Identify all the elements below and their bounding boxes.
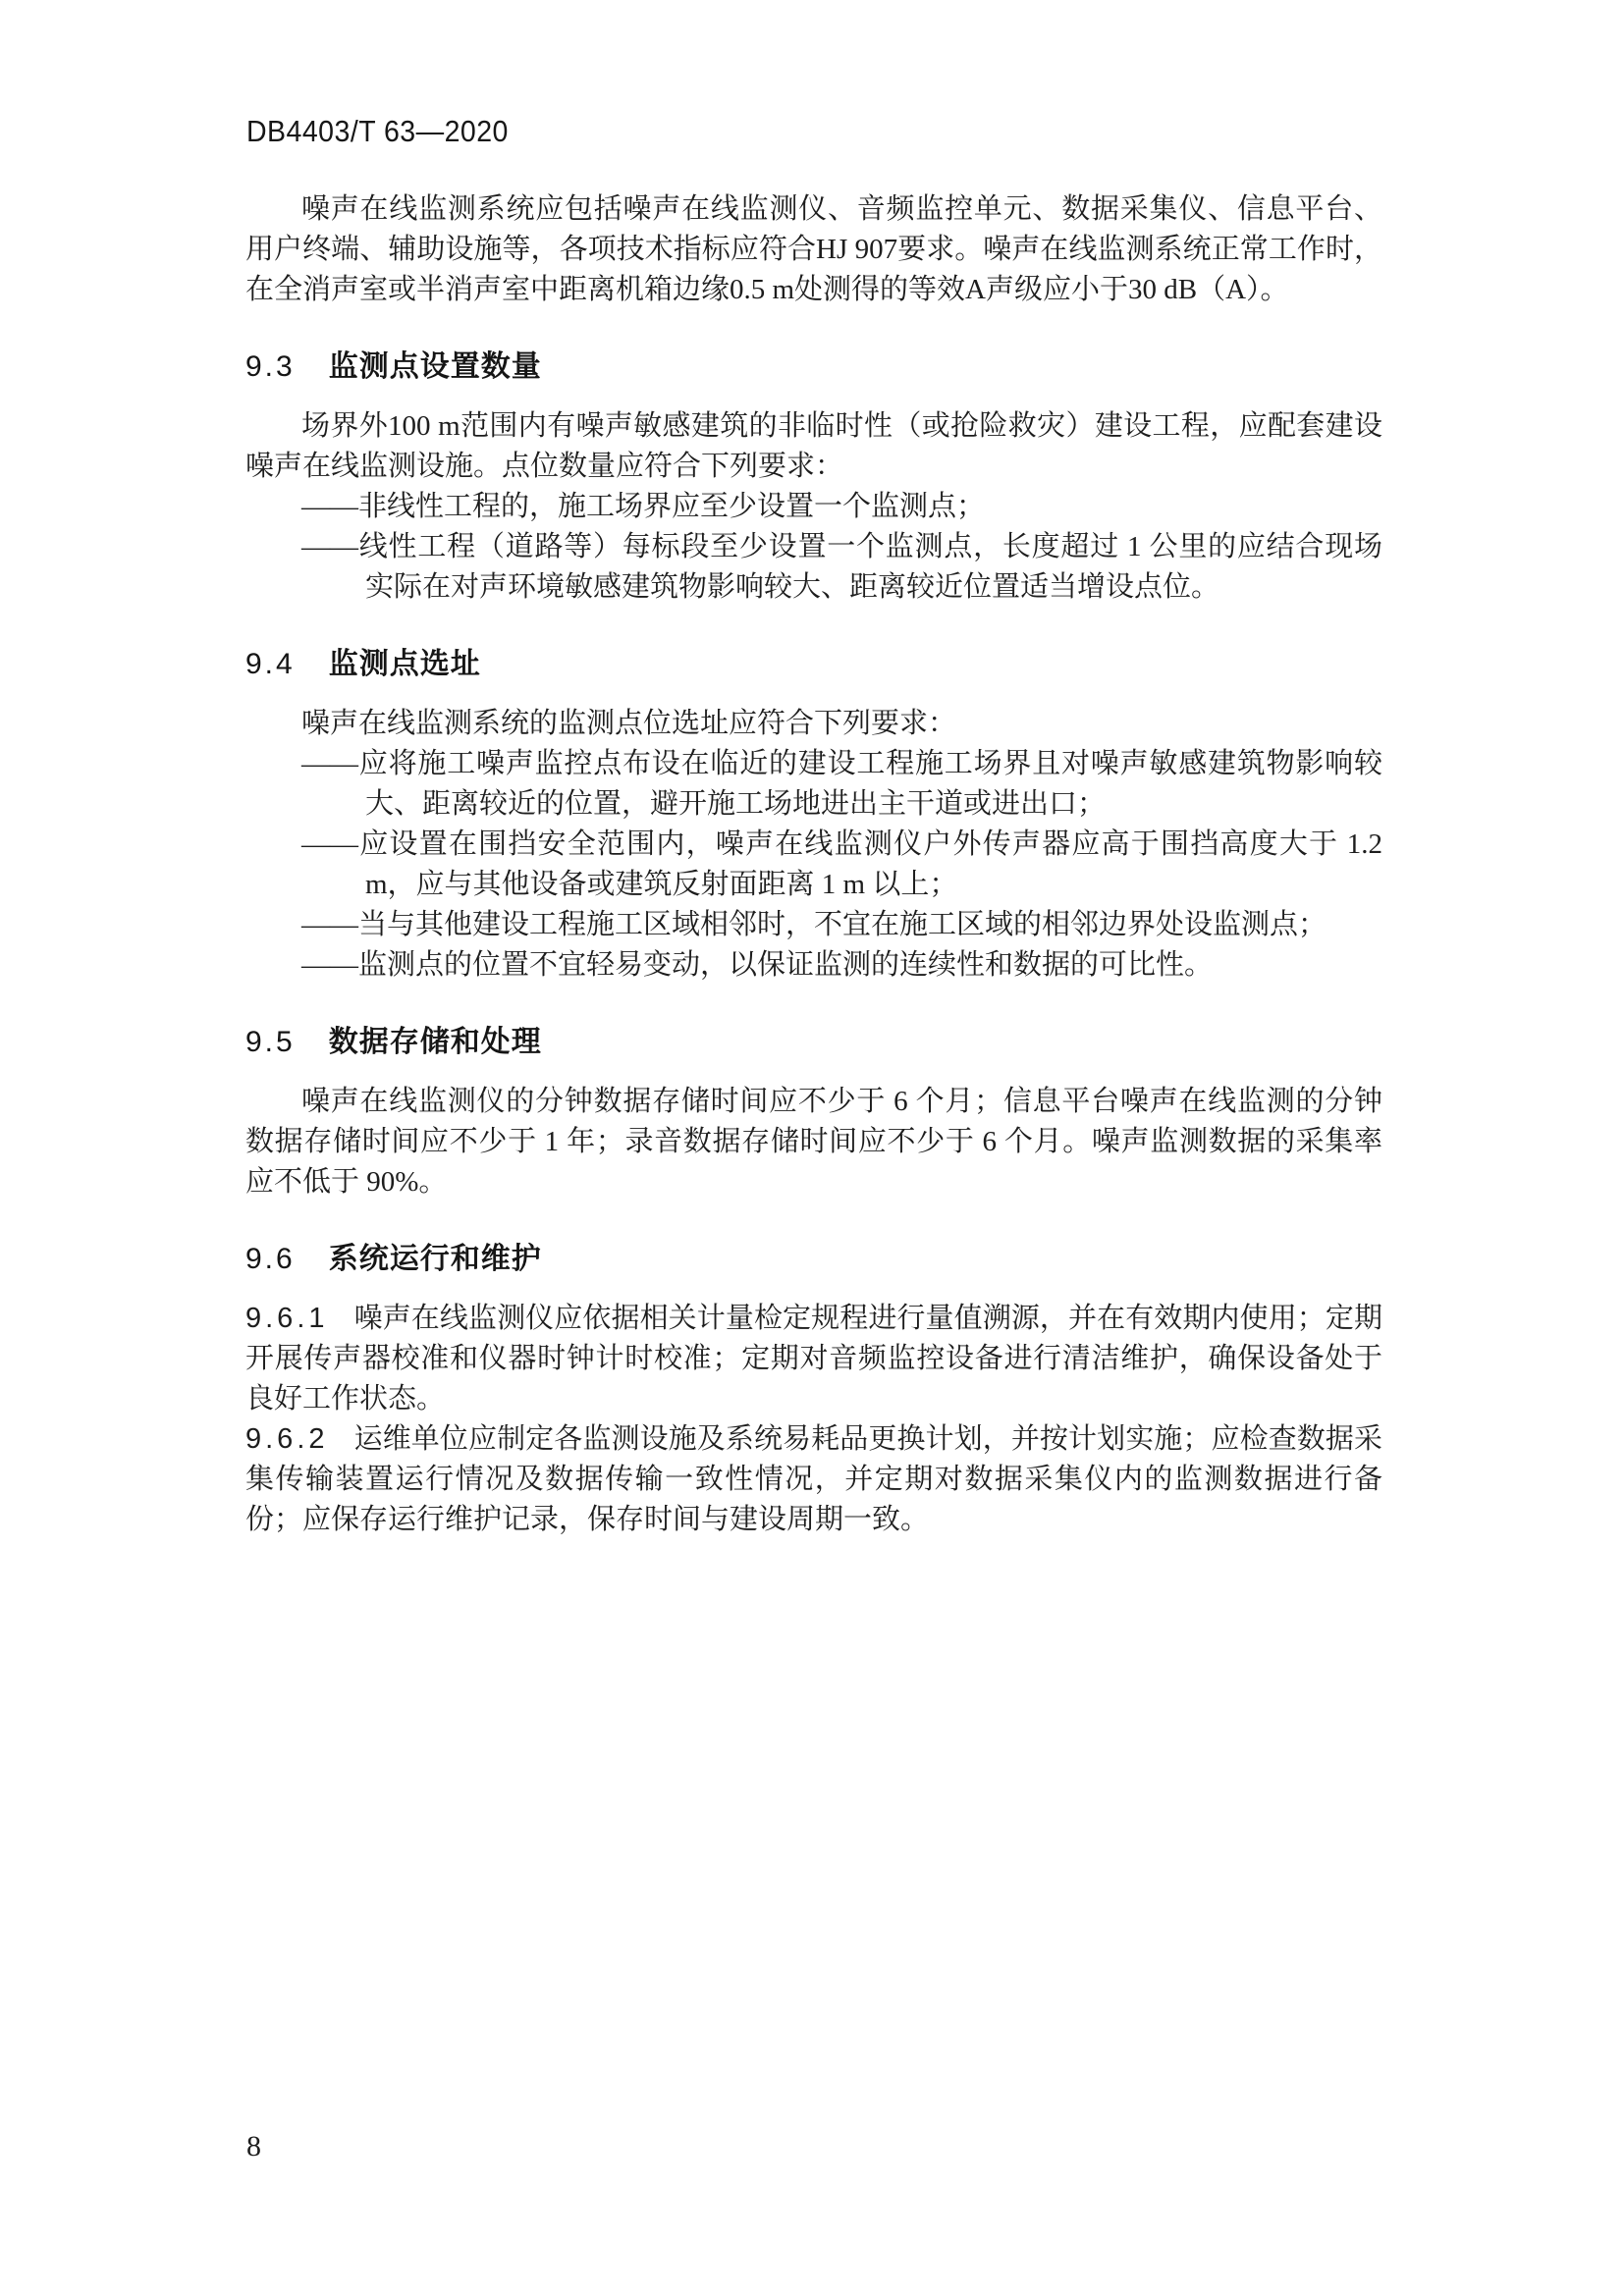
section-number: 9.3	[245, 350, 296, 383]
section-heading-9-4	[245, 643, 1382, 686]
section-title: 数据存储和处理	[328, 1026, 542, 1058]
section-9-4-paragraph: 噪声在线监测系统的监测点位选址应符合下列要求：	[301, 708, 957, 739]
list-item: ——非线性工程的，施工场界应至少设置一个监测点；	[301, 491, 986, 522]
section-9-5-paragraph: 噪声在线监测仪的分钟数据存储时间应不少于 6 个月；信息平台噪声在线监测的分钟数据存储时间应不少于 1 年；录音数据存储时间应不少于 6 个月。噪声监测数据的采集率应不低于 90%。	[245, 1086, 1382, 1198]
list-item: ——应设置在围挡安全范围内，噪声在线监测仪户外传声器应高于围挡高度大于 1.2 m，应与其他设备或建筑反射面距离 1 m 以上；	[301, 828, 1382, 900]
section-number: 9.6	[245, 1243, 296, 1275]
clause-9-6-2	[245, 1419, 1382, 1540]
section-title: 监测点设置数量	[328, 350, 542, 383]
list-item: ——应将施工噪声监控点布设在临近的建设工程施工场界且对噪声敏感建筑物影响较大、距离较近的位置，避开施工场地进出主干道或进出口；	[301, 748, 1382, 820]
section-heading-9-3	[245, 346, 1382, 389]
clause-text: 运维单位应制定各监测设施及系统易耗品更换计划，并按计划实施；应检查数据采集传输装置运行情况及数据传输一致性情况，并定期对数据采集仪内的监测数据进行备份；应保存运行维护记录，保存时间与建设周期一致。	[245, 1423, 1382, 1535]
intro-paragraph: 噪声在线监测系统应包括噪声在线监测仪、音频监控单元、数据采集仪、信息平台、用户终端、辅助设施等，各项技术指标应符合HJ 907要求。噪声在线监测系统正常工作时，在全消声室或半消声室中距离机箱边缘0.5 m处测得的等效A声级应小于30 dB（A）。	[245, 193, 1382, 305]
section-number: 9.4	[245, 648, 296, 680]
clause-9-6-1	[245, 1299, 1382, 1419]
list-item: ——当与其他建设工程施工区域相邻时，不宜在施工区域的相邻边界处设监测点；	[301, 909, 1327, 940]
section-number: 9.5	[245, 1026, 296, 1058]
clause-number: 9.6.1	[245, 1303, 329, 1334]
clause-number: 9.6.2	[245, 1423, 329, 1455]
document-content	[245, 189, 1382, 1540]
section-heading-9-5	[245, 1021, 1382, 1064]
section-9-3-paragraph: 场界外100 m范围内有噪声敏感建筑的非临时性（或抢险救灾）建设工程，应配套建设噪声在线监测设施。点位数量应符合下列要求：	[245, 410, 1382, 482]
section-heading-9-6	[245, 1238, 1382, 1281]
clause-text: 噪声在线监测仪应依据相关计量检定规程进行量值溯源，并在有效期内使用；定期开展传声器校准和仪器时钟计时校准；定期对音频监控设备进行清洁维护，确保设备处于良好工作状态。	[245, 1303, 1382, 1415]
standard-number-header: DB4403/T 63—2020	[246, 114, 509, 148]
section-title: 系统运行和维护	[328, 1243, 542, 1275]
section-title: 监测点选址	[328, 648, 481, 680]
list-item: ——监测点的位置不宜轻易变动，以保证监测的连续性和数据的可比性。	[301, 949, 1214, 981]
page-number: 8	[246, 2130, 261, 2163]
list-item: ——线性工程（道路等）每标段至少设置一个监测点，长度超过 1 公里的应结合现场实际在对声环境敏感建筑物影响较大、距离较近位置适当增设点位。	[301, 531, 1382, 603]
